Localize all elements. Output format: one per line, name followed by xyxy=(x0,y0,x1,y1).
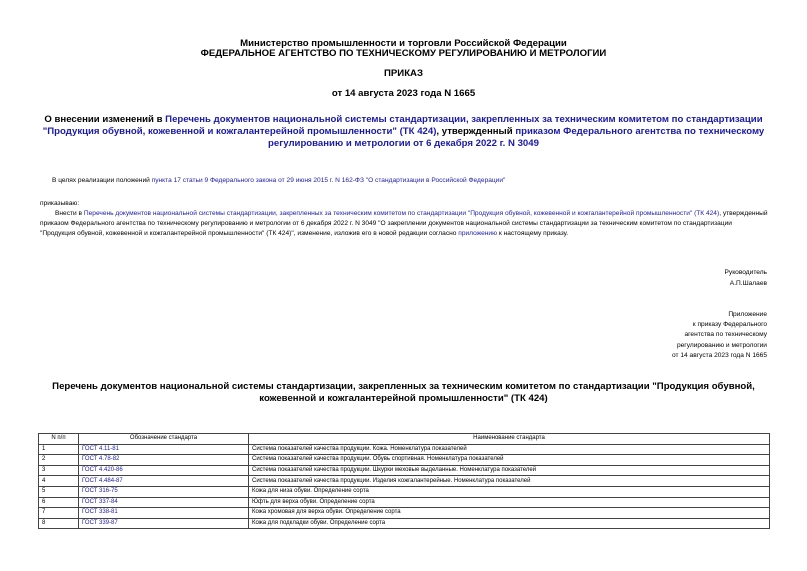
standard-link[interactable]: ГОСТ 4.78-82 xyxy=(79,455,249,466)
standard-name: Кожа для низа обуви. Определение сорта xyxy=(249,486,770,497)
table-header-row xyxy=(39,434,770,445)
title-link-order[interactable]: приказом Федерального агентства по техническому регулированию и метрологии от 6 декабря 2022 г. N 3049 xyxy=(268,126,765,149)
row-number: 6 xyxy=(39,497,79,508)
appendix-line: от 14 августа 2023 года N 1665 xyxy=(672,351,767,359)
list-title: Перечень документов национальной системы стандартизации, закрепленных за техническим комитетом по стандартизации "Продукция обувной, кожевенной и кожгалантерейной промышленности" (ТК 424) xyxy=(52,381,755,404)
column-header-number: N п/п xyxy=(39,434,79,445)
row-number: 4 xyxy=(39,476,79,487)
table-row xyxy=(39,465,770,476)
doc-type-heading: ПРИКАЗ xyxy=(384,68,423,79)
table-row xyxy=(39,476,770,487)
standard-link[interactable]: ГОСТ 316-75 xyxy=(79,486,249,497)
standard-name: Система показателей качества продукции. Обувь спортивная. Номенклатура показателей xyxy=(249,455,770,466)
standard-name: Юфть для верха обуви. Определение сорта xyxy=(249,497,770,508)
signature-block xyxy=(725,268,767,289)
order-body-text-2: , утвержденный приказом Федерального агентства по техническому регулированию и метрологии от 6 декабря 2022 г. N 3049 "О закреплении документов национальной системы стандартизации за техническим комитетом по стандартизации "Продукция обувной, кожевенной и кожгалантерейной промышленности" (ТК 424)", изменение, изложив его в новой редакции согласно xyxy=(40,210,768,237)
standard-link[interactable]: ГОСТ 4.11-81 xyxy=(79,444,249,455)
appendix-line: регулированию и метрологии xyxy=(676,341,767,349)
row-number: 8 xyxy=(39,518,79,529)
signature-role: Руководитель xyxy=(724,269,767,276)
signature-name: А.П.Шалаев xyxy=(729,279,767,287)
row-number: 5 xyxy=(39,486,79,497)
row-number: 7 xyxy=(39,508,79,519)
order-title xyxy=(40,114,767,150)
preamble-law-link[interactable]: пункта 17 статьи 9 Федерального закона от 29 июня 2015 г. N 162-ФЗ "О стандартизации в Российской Федерации" xyxy=(151,177,506,184)
order-body xyxy=(40,209,768,239)
table-row xyxy=(39,518,770,529)
agency-heading: ФЕДЕРАЛЬНОЕ АГЕНТСТВО ПО ТЕХНИЧЕСКОМУ РЕГУЛИРОВАНИЮ И МЕТРОЛОГИИ xyxy=(200,48,607,59)
standard-link[interactable]: ГОСТ 339-87 xyxy=(79,518,249,529)
order-body-text-1: Внести в xyxy=(55,210,84,217)
appendix-line: Приложение xyxy=(728,311,767,318)
title-text-1: О внесении изменений в xyxy=(44,114,166,125)
table-row xyxy=(39,508,770,519)
standard-link[interactable]: ГОСТ 4.420-86 xyxy=(79,465,249,476)
order-body-list-link[interactable]: Перечень документов национальной системы стандартизации, закрепленных за техническим комитетом по стандартизации "Продукция обувной, кожевенной и кожгалантерейной промышленности" (ТК 424) xyxy=(83,210,720,217)
order-body-appendix-link[interactable]: приложению xyxy=(458,230,498,237)
ministry-heading: Министерство промышленности и торговли Российской Федерации xyxy=(240,38,567,49)
preamble xyxy=(52,176,772,186)
standard-name: Система показателей качества продукции. Кожа. Номенклатура показателей xyxy=(249,444,770,455)
table-row xyxy=(39,444,770,455)
row-number: 3 xyxy=(39,465,79,476)
preamble-text: В целях реализации положений xyxy=(52,177,152,184)
order-word: приказываю: xyxy=(40,200,80,207)
title-text-2: , утвержденный xyxy=(436,126,516,137)
title-link-list[interactable]: Перечень документов национальной системы стандартизации, закрепленных за техническим комитетом по стандартизации "Продукция обувной, кожевенной и кожгалантерейной промышленности" (ТК 424) xyxy=(42,114,763,137)
column-header-designation: Обозначение стандарта xyxy=(79,434,249,445)
table-row xyxy=(39,455,770,466)
standard-link[interactable]: ГОСТ 338-81 xyxy=(79,508,249,519)
standard-name: Кожа хромовая для верха обуви. Определение сорта xyxy=(249,508,770,519)
standard-link[interactable]: ГОСТ 337-84 xyxy=(79,497,249,508)
standards-table xyxy=(38,433,770,529)
appendix-line: агентства по техническому xyxy=(684,331,767,339)
table-row xyxy=(39,497,770,508)
column-header-name: Наименование стандарта xyxy=(249,434,770,445)
order-body-text-3: к настоящему приказу. xyxy=(497,230,569,237)
standard-name: Система показателей качества продукции. Шкурки меховые выделанные. Номенклатура показателей xyxy=(249,465,770,476)
standard-name: Система показателей качества продукции. Изделия кожгалантерейные. Номенклатура показателей xyxy=(249,476,770,487)
appendix-block xyxy=(672,310,767,361)
appendix-line: к приказу Федерального xyxy=(692,321,767,329)
row-number: 2 xyxy=(39,455,79,466)
row-number: 1 xyxy=(39,444,79,455)
order-date-heading: от 14 августа 2023 года N 1665 xyxy=(331,88,476,99)
table-row xyxy=(39,486,770,497)
standard-name: Кожа для подкладки обуви. Определение сорта xyxy=(249,518,770,529)
standard-link[interactable]: ГОСТ 4.484-87 xyxy=(79,476,249,487)
